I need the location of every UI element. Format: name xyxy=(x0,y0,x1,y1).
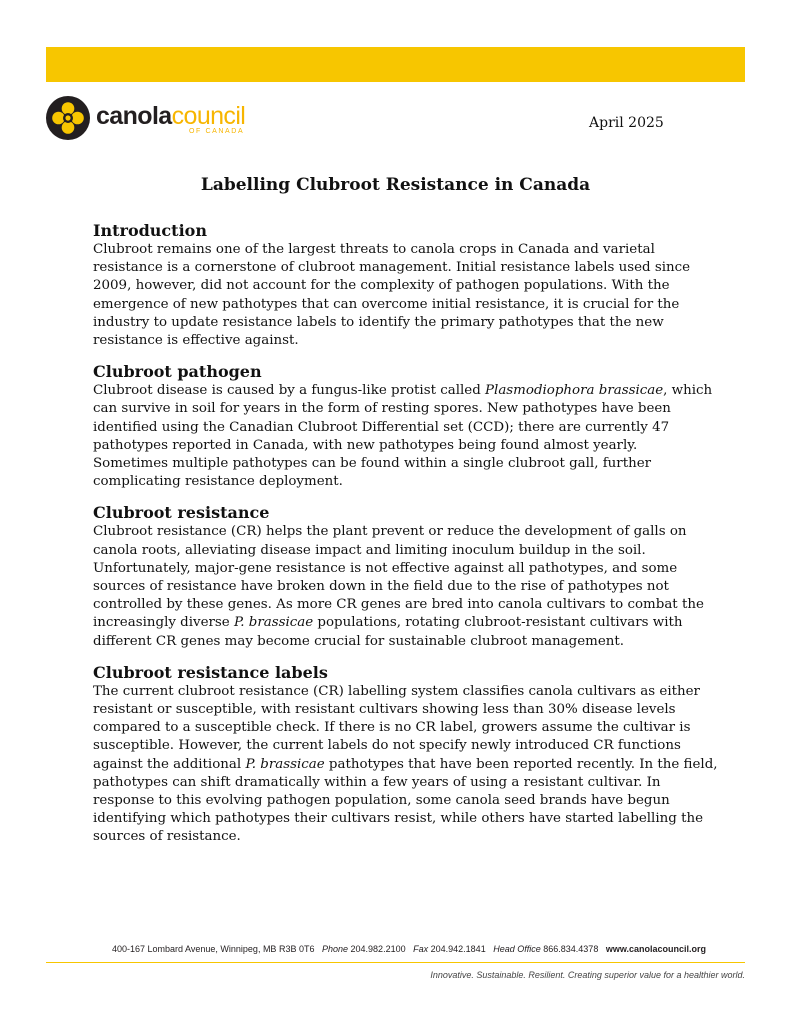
footer-phone-label: Phone xyxy=(321,944,349,954)
document-title: Labelling Clubroot Resistance in Canada xyxy=(200,175,591,195)
paragraph-line: resistant or susceptible, with resistant cultivars showing less than 30% disease levels xyxy=(93,702,676,718)
footer-fax-label: Fax xyxy=(413,944,429,954)
paragraph-line: pathotypes can shift dramatically within a few years of using a resistant cultivar. In xyxy=(93,774,661,790)
paragraph-line: resistance is a cornerstone of clubroot management. Initial resistance labels used since xyxy=(93,260,691,276)
section-paragraph xyxy=(93,241,713,350)
paragraph-line: identified using the Canadian Clubroot Differential set (CCD); there are currently 47 xyxy=(93,419,670,435)
logo-subtitle: OF CANADA xyxy=(188,128,245,135)
paragraph-line: canola roots, alleviating disease impact and limiting inoculum buildup in the soil. xyxy=(93,542,646,558)
document-section xyxy=(93,362,713,491)
paragraph-line: Unfortunately, major-gene resistance is not effective against all pathotypes, and some xyxy=(93,560,678,576)
logo-name: canolacouncil xyxy=(96,102,246,130)
canola-flower-icon xyxy=(45,95,91,141)
section-heading: Clubroot pathogen xyxy=(93,362,262,382)
section-paragraph xyxy=(93,382,713,491)
paragraph-line: increasingly diverse P. brassicae populations, rotating clubroot-resistant cultivars with xyxy=(93,615,683,631)
paragraph-line: complicating resistance deployment. xyxy=(93,474,343,490)
paragraph-line: Clubroot remains one of the largest threats to canola crops in Canada and varietal xyxy=(93,242,655,257)
paragraph-line: resistance is effective against. xyxy=(93,333,299,349)
document-body xyxy=(93,221,718,859)
footer-phone: 204.982.2100 xyxy=(350,944,406,954)
paragraph-line: against the additional P. brassicae pathotypes that have been reported recently. In the field, xyxy=(93,756,718,772)
paragraph-line: Clubroot disease is caused by a fungus-like protist called Plasmodiophora brassicae, which xyxy=(93,383,713,399)
paragraph-line: response to this evolving pathogen population, some canola seed brands have begun xyxy=(93,793,670,809)
paragraph-line: sources of resistance have broken down in the field due to the rise of pathotypes not xyxy=(93,579,669,595)
paragraph-line: industry to update resistance labels to identify the primary pathotypes that the new xyxy=(93,314,664,330)
footer-divider xyxy=(46,962,745,963)
paragraph-line: 2009, however, did not account for the complexity of pathogen populations. With the xyxy=(93,278,670,294)
section-paragraph xyxy=(93,523,713,650)
paragraph-line: Clubroot resistance (CR) helps the plant prevent or reduce the development of galls on xyxy=(93,524,687,540)
paragraph-line: Sometimes multiple pathotypes can be found within a single clubroot gall, further xyxy=(93,456,652,472)
footer-fax: 204.942.1841 xyxy=(430,944,486,954)
footer-tagline: Innovative. Sustainable. Resilient. Creating superior value for a healthier world. xyxy=(430,970,745,980)
section-heading: Clubroot resistance labels xyxy=(93,662,328,682)
paragraph-line: sources of resistance. xyxy=(93,829,241,845)
document-date: April 2025 xyxy=(589,115,664,131)
section-paragraph xyxy=(93,683,718,847)
footer-address: 400-167 Lombard Avenue, Winnipeg, MB R3B 0T6 xyxy=(112,944,315,954)
footer-head-office-label: Head Office xyxy=(493,944,541,954)
canola-council-logo xyxy=(45,95,245,141)
paragraph-line: different CR genes may become crucial for sustainable clubroot management. xyxy=(93,633,625,649)
logo-wordmark xyxy=(96,102,246,135)
paragraph-line: controlled by these genes. As more CR genes are bred into canola cultivars to combat the xyxy=(93,597,704,613)
document-section xyxy=(93,503,713,650)
footer-head-office: 866.834.4378 xyxy=(543,944,599,954)
document-section xyxy=(93,662,718,847)
paragraph-line: identifying which pathotypes their cultivars resist, while others have started labelling the xyxy=(93,811,703,827)
paragraph-line: emergence of new pathotypes that can overcome initial resistance, it is crucial for the xyxy=(93,296,680,312)
document-section xyxy=(93,221,713,350)
section-heading: Introduction xyxy=(93,221,207,240)
section-heading: Clubroot resistance xyxy=(93,503,270,523)
paragraph-line: susceptible. However, the current labels do not specify newly introduced CR functions xyxy=(93,738,681,754)
footer-website-link[interactable]: www.canolacouncil.org xyxy=(605,944,707,954)
paragraph-line: pathotypes reported in Canada, with new pathotypes being found almost yearly. xyxy=(93,437,638,453)
paragraph-line: compared to a susceptible check. If there is no CR label, growers assume the cultivar is xyxy=(93,720,691,736)
paragraph-line: can survive in soil for years in the form of resting spores. New pathotypes have been xyxy=(93,401,671,417)
footer-contact xyxy=(112,944,706,954)
paragraph-line: The current clubroot resistance (CR) labelling system classifies canola cultivars as either xyxy=(93,683,700,699)
header-color-bar xyxy=(46,47,745,82)
